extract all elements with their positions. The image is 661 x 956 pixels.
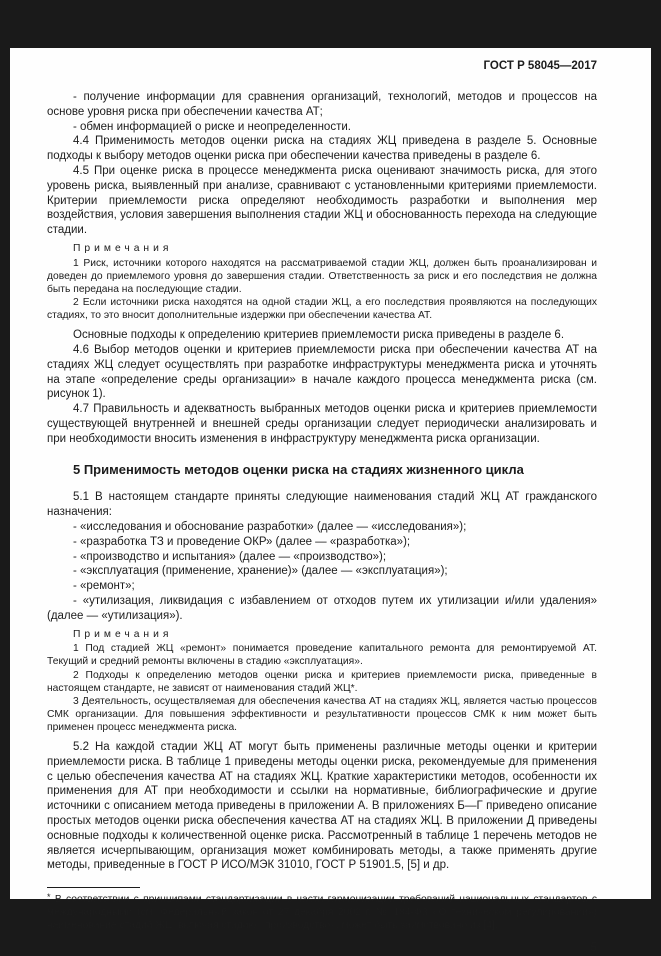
document-header-standard-number: ГОСТ Р 58045—2017	[483, 60, 597, 72]
stage-item-development: - «разработка ТЗ и проведение ОКР» (далее — «разработка»);	[73, 535, 411, 548]
bullet-info-exchange: - обмен информацией о риске и неопределенности.	[73, 120, 351, 133]
footnote-separator-rule	[47, 887, 140, 888]
stage-item-repair: - «ремонт»;	[73, 580, 135, 593]
footnote-text	[47, 891, 597, 932]
clause-4-6: 4.6 Выбор методов оценки и критериев приемлемости риска при обеспечении качества АТ на стадиях ЖЦ следует осуществлять при разработке инфраструктуры менеджмента риска и уточнять на этапе «определение среды организации» в начале каждого процесса менеджмента риска (см. рисунок 1).	[47, 344, 597, 401]
note-item: 3 Деятельность, осуществляемая для обеспечения качества АТ на стадиях ЖЦ, является частью процессов СМК организации. Для повышения эффективности и результативности процессов СМК к ним может быть применен процесс менеджмента риска.	[47, 695, 597, 733]
footnote-body: В соответствии с принципами стандартизации в части гармонизации требований национальных стандартов с международными (см. Федеральный закон от 27 декабря 2002 г. № 184-ФЗ «О техническом регулировании») наименование стадий ЖЦ, включая стадию «производство», может быть заимствовано из [4].	[47, 894, 597, 932]
note-item: 1 Под стадией ЖЦ «ремонт» понимается проведение капитального ремонта для ремонтируемой АТ. Текущий и средний ремонты включены в стадию «эксплуатация».	[47, 643, 597, 668]
clause-5-2: 5.2 На каждой стадии ЖЦ АТ могут быть применены различные методы оценки и критерии приемлемости риска. В таблице 1 приведены методы оценки риска, рекомендуемые для применения с целью обеспечения качества АТ на стадиях ЖЦ. Краткие характеристики методов, особенности их применения для АТ при необходимости и ссылки на нормативные, библиографические и другие источники с описанием метода приведены в приложении А. В приложениях Б—Г приведено описание простых методов оценки риска обеспечения качества АТ на стадиях ЖЦ. В приложении Д приведены основные подходы к количественной оценке риска. Рассмотренный в таблице 1 перечень методов не является исчерпывающим, организация может комбинировать методы, а также применять другие методы, приведенные в ГОСТ Р ИСО/МЭК 31010, ГОСТ Р 51901.5, [5] и др.	[47, 741, 597, 872]
paragraph-acceptance-criteria-ref: Основные подходы к определению критериев приемлемости риска приведены в разделе 6.	[73, 329, 565, 342]
clause-4-7: 4.7 Правильность и адекватность выбранных методов оценки риска и критериев приемлемости существующей внутренней и внешней среды организации следует периодически анализировать и при необходимости вносить изменения в инфраструктуру менеджмента риска организации.	[47, 403, 597, 445]
bullet-info-comparison: - получение информации для сравнения организаций, технологий, методов и процессов на основе уровня риска при обеспечении качества АТ;	[47, 91, 597, 118]
notes-title: Примечания	[73, 242, 173, 254]
lifecycle-stage-list	[47, 520, 597, 624]
note-item: 1 Риск, источники которого находятся на рассматриваемой стадии ЖЦ, должен быть проанализирован и доведен до приемлемого уровня до завершения стадии. Ответственность за риск и его последствия не должна быть передана на последующие стадии.	[47, 257, 597, 295]
clause-4-5: 4.5 При оценке риска в процессе менеджмента риска оценивают значимость риска, для этого уровень риска, выявленный при анализе, сравнивают с установленными критериями приемлемости. Критерии приемлемости риска определяют необходимость разработки и выполнения мер воздействия, условия завершения выполнения стадии ЖЦ и обоснованность перехода на следующие стадии.	[47, 164, 597, 237]
notes-title: Примечания	[73, 628, 173, 640]
note-item: 2 Подходы к определению методов оценки риска и критериев приемлемости риска, приведенные в настоящем стандарте, не зависят от наименования стадий ЖЦ*.	[47, 669, 597, 694]
stage-item-operation: - «эксплуатация (применение, хранение)» (далее — «эксплуатация»);	[73, 565, 448, 578]
page-number: 5	[590, 942, 597, 955]
footnote-marker: *	[47, 892, 51, 903]
section-5-heading: 5 Применимость методов оценки риска на стадиях жизненного цикла	[73, 461, 524, 477]
notes-block-clause-4-5	[47, 242, 597, 322]
document-page	[10, 48, 651, 955]
stage-item-research: - «исследования и обоснование разработки» (далее — «исследования»);	[73, 521, 467, 533]
clause-5-1: 5.1 В настоящем стандарте приняты следующие наименования стадий ЖЦ АТ гражданского назначения:	[47, 491, 597, 519]
footnote-block	[47, 887, 597, 932]
stage-item-disposal: - «утилизация, ликвидация с избавлением от отходов путем их утилизации и/или удаления» (далее — «утилизация»).	[47, 594, 597, 622]
note-item: 2 Если источники риска находятся на одной стадии ЖЦ, а его последствия проявляются на последующих стадиях, то это вносит дополнительные издержки при обеспечении качества АТ.	[47, 297, 597, 322]
document-body	[47, 90, 597, 956]
stage-item-production: - «производство и испытания» (далее — «производство»);	[73, 550, 387, 563]
clause-4-4: 4.4 Применимость методов оценки риска на стадиях ЖЦ приведена в разделе 5. Основные подходы к выбору методов оценки риска при обеспечении качества приведены в разделе 6.	[47, 135, 597, 163]
notes-block-clause-5-1	[47, 628, 597, 734]
